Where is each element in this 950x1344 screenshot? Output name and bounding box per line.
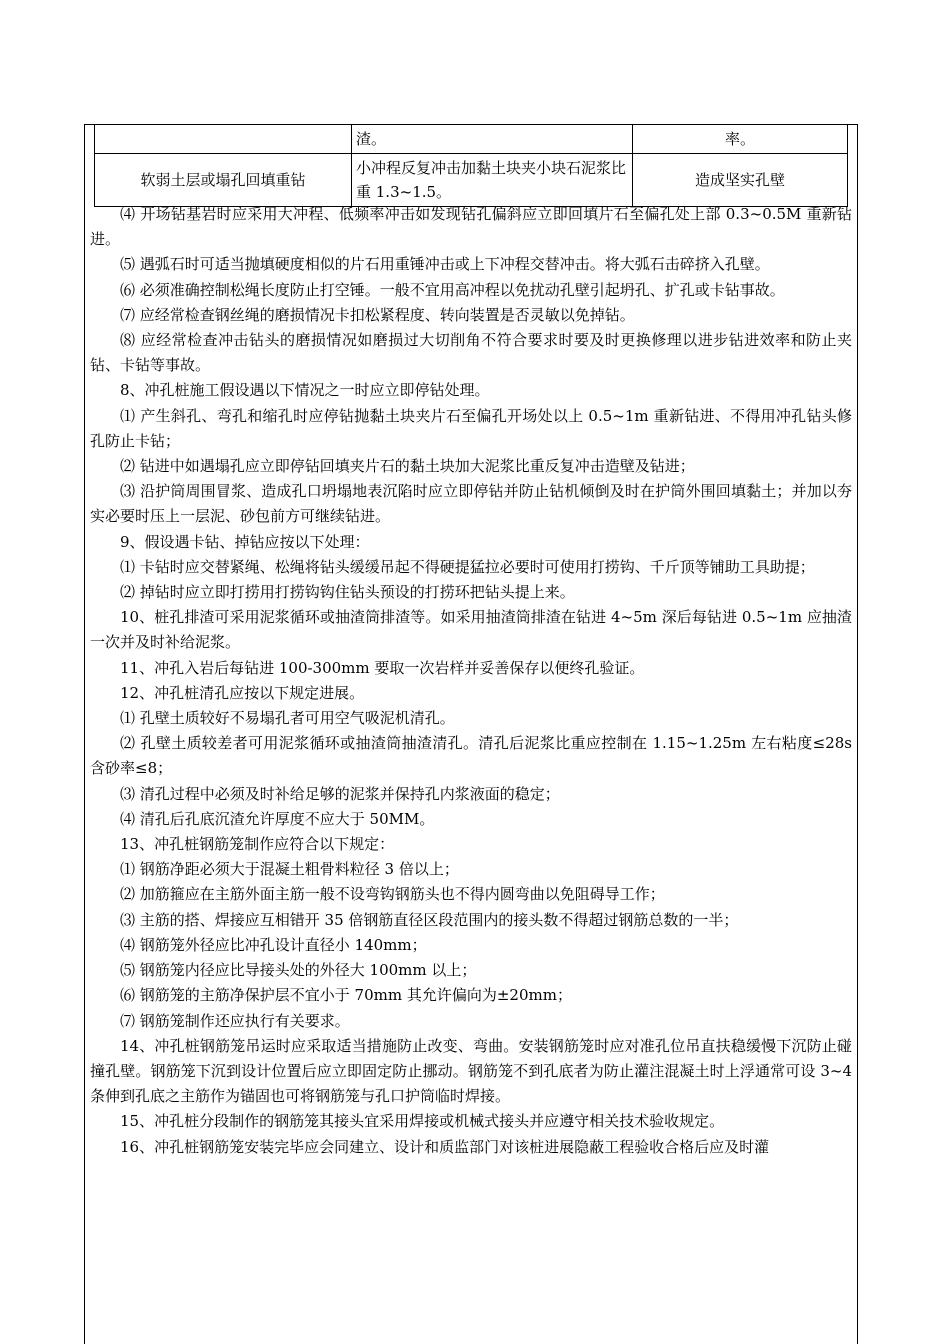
paragraph: ⑹ 必须准确控制松绳长度防止打空锤。一般不宜用高冲程以免扰动孔壁引起坍孔、扩孔或卡钻事故。 [120,280,785,299]
paragraph: ⑷ 清孔后孔底沉渣允许厚度不应大于 50MM。 [120,809,435,828]
paragraph: ⑺ 应经常检查钢丝绳的磨损情况卡扣松紧程度、转向装置是否灵敏以免掉钻。 [120,305,635,324]
paragraph: 12、冲孔桩清孔应按以下规定进展。 [120,683,365,702]
paragraph: ⑶ 沿护筒周围冒浆、造成孔口坍塌地表沉陷时应立即停钻并防止钻机倾倒及时在护筒外围回填黏土；并加以夯实必要时压上一层泥、砂包前方可继续钻进。 [90,482,852,526]
paragraph: ⑷ 开场钻基岩时应采用大冲程、低频率冲击如发现钻孔偏斜应立即回填片石至偏孔处上部 0.3~0.5M 重新钻进。 [90,205,852,249]
paragraph: ⑶ 主筋的搭、焊接应互相错开 35 倍钢筋直径区段范围内的接头数不得超过钢筋总数的一半； [120,910,739,929]
table-cell: 率。 [633,125,848,154]
paragraph: ⑵ 孔壁土质较差者可用泥浆循环或抽渣筒抽渣清孔。清孔后泥浆比重应控制在 1.15~1.25m 左右粘度≤28s 含砂率≤8； [90,734,852,778]
paragraph: 15、冲孔桩分段制作的钢筋笼其接头宜采用焊接或机械式接头并应遵守相关技术验收规定。 [120,1112,725,1131]
paragraph: ⑶ 清孔过程中必须及时补给足够的泥浆并保持孔内浆液面的稳定； [120,784,560,803]
paragraph: ⑸ 钢筋笼内径应比导接头处的外径大 100mm 以上； [120,961,477,980]
method-table [94,124,848,207]
paragraph: ⑷ 钢筋笼外径应比冲孔设计直径小 140mm； [120,935,427,954]
paragraph: ⑴ 产生斜孔、弯孔和缩孔时应停钻抛黏土块夹片石至偏孔开场处以上 0.5~1m 重新钻进、不得用冲孔钻头修孔防止卡钻； [90,406,852,450]
paragraph: 16、冲孔桩钢筋笼安装完毕应会同建立、设计和质监部门对该桩进展隐蔽工程验收合格后应及时灌 [120,1137,770,1156]
paragraph: ⑹ 钢筋笼的主筋净保护层不宜小于 70mm 其允许偏向为±20mm； [120,986,572,1005]
paragraph: ⑸ 遇弧石时可适当抛填硬度相似的片石用重锤冲击或上下冲程交替冲击。将大弧石击碎挤入孔壁。 [120,255,770,274]
paragraph: ⑴ 钢筋净距必须大于混凝土粗骨料粒径 3 倍以上； [120,860,459,879]
table-cell: 造成坚实孔壁 [633,154,848,207]
paragraph: 9、假设遇卡钻、掉钻应按以下处理： [120,532,370,551]
paragraph: ⑵ 加筋箍应在主筋外面主筋一般不设弯钩钢筋头也不得内圆弯曲以免阻碍导工作； [120,885,665,904]
table-cell [95,125,352,154]
paragraph: ⑵ 钻进中如遇塌孔应立即停钻回填夹片石的黏土块加大泥浆比重反复冲击造壁及钻进； [120,457,695,476]
paragraph: ⑴ 孔壁土质较好不易塌孔者可用空气吸泥机清孔。 [120,709,455,728]
table-cell: 渣。 [352,125,633,154]
paragraph: 10、桩孔排渣可采用泥浆循环或抽渣筒排渣等。如采用抽渣筒排渣在钻进 4~5m 深后每钻进 0.5~1m 应抽渣一次并及时补给泥浆。 [90,608,852,652]
paragraph: 14、冲孔桩钢筋笼吊运时应采取适当措施防止改变、弯曲。安装钢筋笼时应对准孔位吊直扶稳缓慢下沉防止碰撞孔壁。钢筋笼下沉到设计位置后应立即固定防止挪动。钢筋笼不到孔底者为防止灌注混凝土时上浮通常可设 3~4 条伸到孔底之主筋作为锚固也可将钢筋笼与孔口护筒临时焊接。 [90,1036,852,1106]
paragraph: ⑴ 卡钻时应交替紧绳、松绳将钻头缓缓吊起不得硬提猛拉必要时可使用打捞钩、千斤顶等铺助工具助提； [120,557,815,576]
table-row [95,125,848,154]
paragraph: ⑺ 钢筋笼制作还应执行有关要求。 [120,1011,350,1030]
paragraph: 13、冲孔桩钢筋笼制作应符合以下规定： [120,835,395,854]
table-cell: 小冲程反复冲击加黏土块夹小块石泥浆比重 1.3~1.5。 [352,154,633,207]
body-text [90,202,852,1160]
paragraph: 11、冲孔入岩后每钻进 100-300mm 要取一次岩样并妥善保存以便终孔验证。 [120,658,645,677]
paragraph: ⑵ 掉钻时应立即打捞用打捞钩钩住钻头预设的打捞环把钻头提上来。 [120,583,575,602]
table-cell: 软弱土层或塌孔回填重钻 [95,154,352,207]
paragraph: ⑻ 应经常检查冲击钻头的磨损情况如磨损过大切削角不符合要求时要及时更换修理以进步钻进效率和防止夹钻、卡钻等事故。 [90,331,852,375]
paragraph: 8、冲孔桩施工假设遇以下情况之一时应立即停钻处理。 [120,381,490,400]
table-row [95,154,848,207]
